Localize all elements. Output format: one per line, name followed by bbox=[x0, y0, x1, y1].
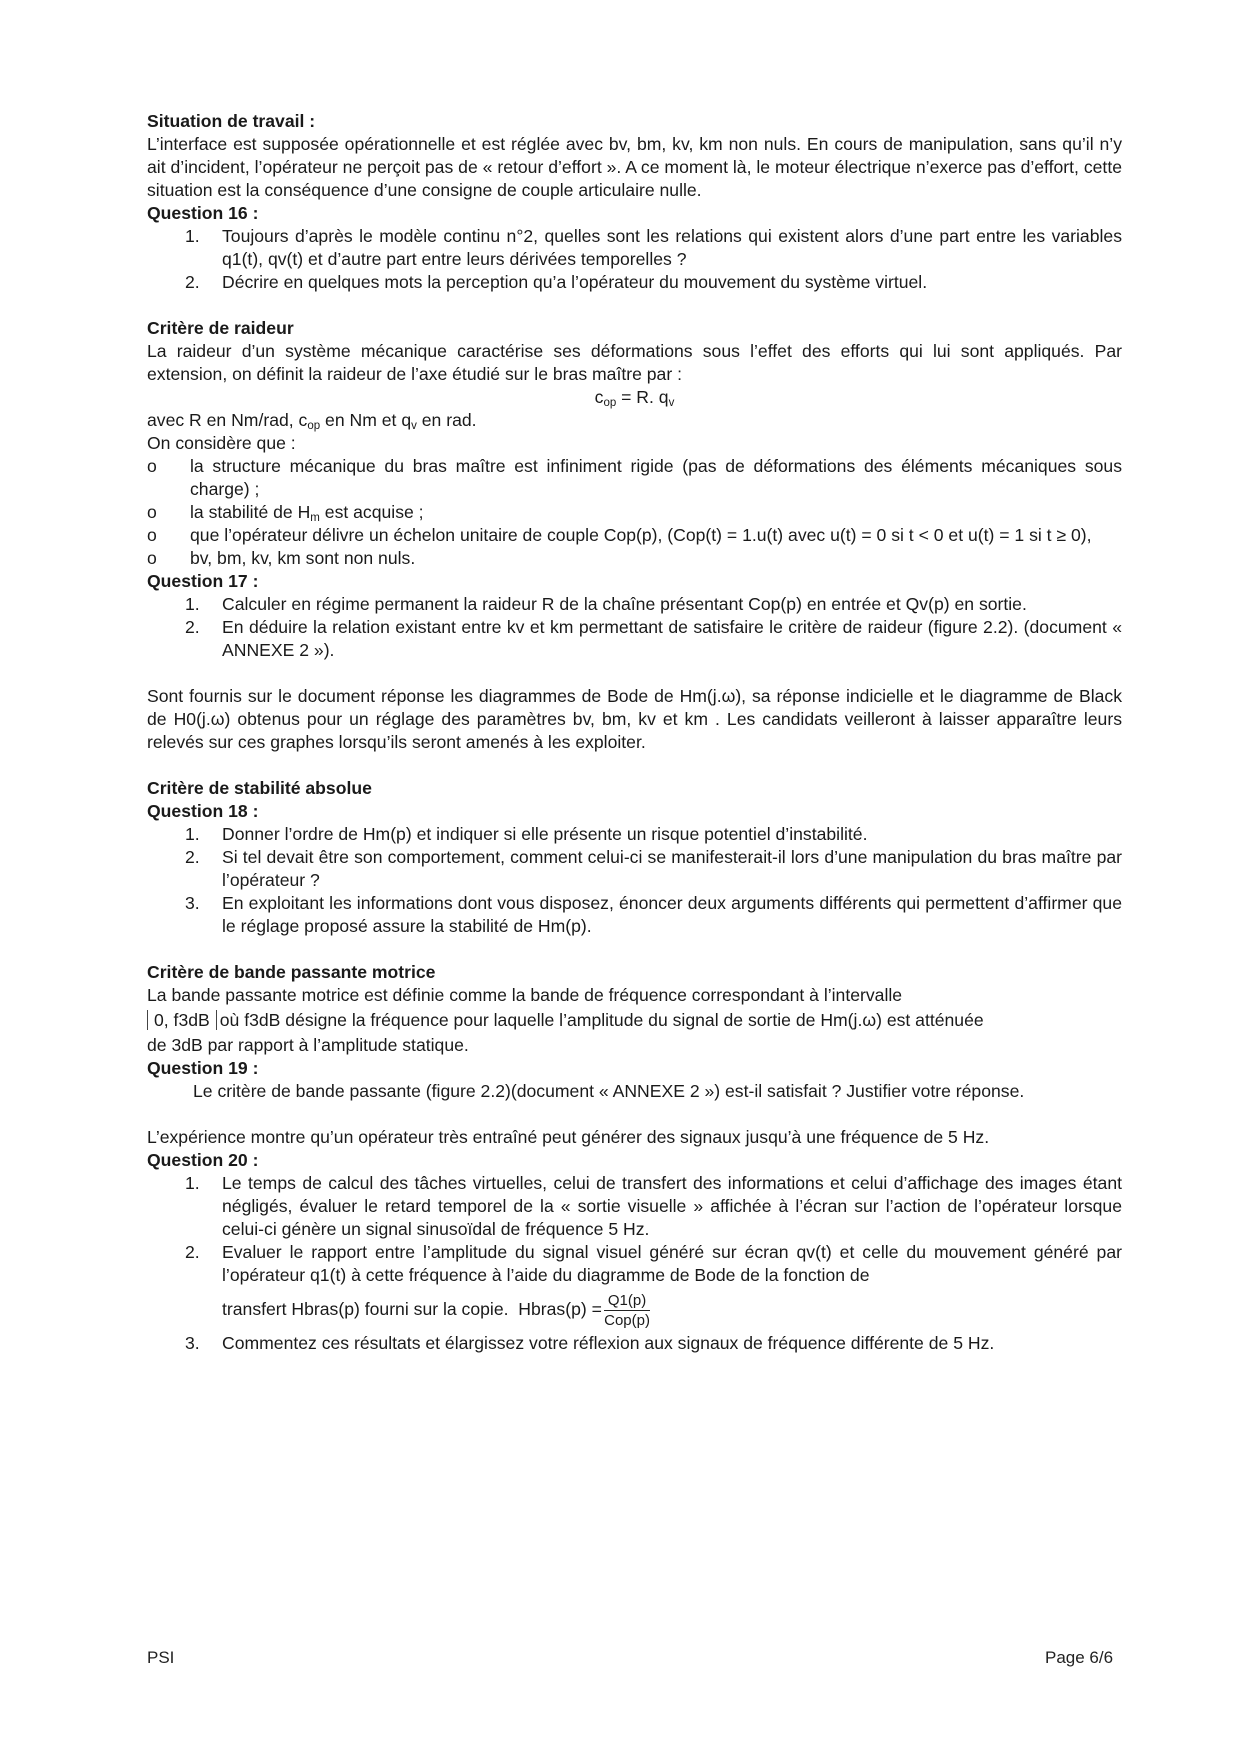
list-item: 2. Evaluer le rapport entre l’amplitude du signal visuel généré sur écran qv(t) et celle du mouvement généré par l’opérateur q1(t) à cette fréquence à l’aide du diagramme de Bode de la fonction de transfert Hbras(p) fourni sur la copie. Hbras(p) = $\frac{Q1(p)}{\text{Cop(p)}}$ bbox=[185, 1242, 1122, 1329]
list-item: 2. En déduire la relation existant entre kv et km permettant de satisfaire le critère de raideur (figure 2.2). (document « ANNEXE 2 »). bbox=[185, 617, 1122, 660]
question-16-title: Question 16 : bbox=[147, 203, 259, 223]
hypotheses-list bbox=[147, 455, 1122, 570]
experience-paragraph: L’expérience montre qu’un opérateur très entraîné peut générer des signaux jusqu’à une fréquence de 5 Hz. bbox=[147, 1127, 990, 1147]
question-16-list bbox=[147, 225, 1122, 294]
list-item: 1. Calculer en régime permanent la raideur R de la chaîne présentant Cop(p) en entrée et Qv(p) en sortie. bbox=[185, 594, 1027, 614]
list-item: o bv, bm, kv, km sont non nuls. bbox=[147, 548, 416, 568]
list-item: 1. Toujours d’après le modèle continu n°2, quelles sont les relations qui existent alors d’une part entre les variables q1(t), qv(t) et d’autre part entre leurs dérivées temporelles ? bbox=[185, 226, 1122, 269]
question-17-list bbox=[147, 593, 1122, 662]
question-20-list bbox=[147, 1172, 1122, 1355]
bande-paragraph-end: de 3dB par rapport à l’amplitude statique. bbox=[147, 1035, 469, 1055]
question-19-title: Question 19 : bbox=[147, 1058, 259, 1078]
question-19-text: Le critère de bande passante (figure 2.2)(document « ANNEXE 2 ») est-il satisfait ? Justifier votre réponse. bbox=[193, 1081, 1025, 1101]
section-title-stabilite: Critère de stabilité absolue bbox=[147, 778, 372, 798]
situation-paragraph: L’interface est supposée opérationnelle et est réglée avec bv, bm, kv, km non nuls. En cours de manipulation, sans qu’il n’y ait d’incident, l’opérateur ne perçoit pas de « retour d’effort ». A ce moment là, le moteur électrique n’exerce pas d’effort, cette situation est la conséquence d’une consigne de couple articulaire nulle. bbox=[147, 134, 1122, 200]
interval-notation: 0, f3dB bbox=[147, 1010, 217, 1030]
hbras-fraction: $\frac{Q1(p)}{\text{Cop(p)}}$ bbox=[604, 1292, 650, 1329]
section-title-situation: Situation de travail : bbox=[147, 111, 316, 131]
question-18-list bbox=[147, 823, 1122, 938]
list-item: 3. En exploitant les informations dont vous disposez, énoncer deux arguments différents qui permettent d’affirmer que le réglage proposé assure la stabilité de Hm(p). bbox=[185, 893, 1122, 936]
documents-paragraph: Sont fournis sur le document réponse les diagrammes de Bode de Hm(j.ω), sa réponse indicielle et le diagramme de Black de H0(j.ω) obtenus pour un réglage des paramètres bv, bm, kv et km . Les candidats veilleront à laisser apparaître leurs relevés sur ces graphes lorsqu’ils seront amenés à les exploiter. bbox=[147, 686, 1122, 752]
list-item: 1. Donner l’ordre de Hm(p) et indiquer si elle présente un risque potentiel d’instabilité. bbox=[185, 824, 868, 844]
considere-line: On considère que : bbox=[147, 433, 296, 453]
list-item: o la stabilité de $H_m$ est acquise ; bbox=[147, 502, 424, 524]
raideur-units: avec R en Nm/rad, $c_{op}$ en Nm et $q_v$ en rad. bbox=[147, 410, 477, 432]
footer-left: PSI bbox=[147, 1648, 175, 1667]
question-20-title: Question 20 : bbox=[147, 1150, 259, 1170]
list-item: 2. Si tel devait être son comportement, comment celui-ci se manifesterait-il lors d’une manipulation du bras maître par l’opérateur ? bbox=[185, 847, 1122, 890]
bande-paragraph: La bande passante motrice est définie comme la bande de fréquence correspondant à l’intervalle bbox=[147, 985, 903, 1005]
list-item: 3. Commentez ces résultats et élargissez votre réflexion aux signaux de fréquence différente de 5 Hz. bbox=[185, 1333, 995, 1353]
section-title-bande-passante: Critère de bande passante motrice bbox=[147, 962, 436, 982]
question-17-title: Question 17 : bbox=[147, 571, 259, 591]
section-title-raideur: Critère de raideur bbox=[147, 318, 294, 338]
list-item: 2. Décrire en quelques mots la perception qu’a l’opérateur du mouvement du système virtuel. bbox=[185, 272, 928, 292]
list-item: o que l’opérateur délivre un échelon unitaire de couple Cop(p), (Cop(t) = 1.u(t) avec u(t) = 0 si t < 0 et u(t) = 1 si t ≥ 0), bbox=[147, 525, 1092, 545]
raideur-paragraph: La raideur d’un système mécanique caractérise ses déformations sous l’effet des efforts qui lui sont appliqués. Par extension, on définit la raideur de l’axe étudié sur le bras maître par : bbox=[147, 341, 1122, 384]
list-item: 1. Le temps de calcul des tâches virtuelles, celui de transfert des informations et celui d’affichage des images étant négligés, évaluer le retard temporel de la « sortie visuelle » affichée à l’écran sur l’action de l’opérateur lorsque celui-ci génère un signal sinusoïdal de fréquence 5 Hz. bbox=[185, 1173, 1122, 1239]
raideur-formula: $c_{op} = R$. $q_v$ bbox=[594, 387, 675, 409]
footer-page-number: Page 6/6 bbox=[1045, 1648, 1114, 1667]
bande-interval-line: 0, f3dB où f3dB désigne la fréquence pour laquelle l’amplitude du signal de sortie de Hm(j.ω) est atténuée bbox=[147, 1009, 1122, 1032]
hbras-formula-line: transfert Hbras(p) fourni sur la copie. Hbras(p) = $\frac{Q1(p)}{\text{Cop(p)}}$ bbox=[222, 1292, 650, 1329]
question-18-title: Question 18 : bbox=[147, 801, 259, 821]
list-item: o la structure mécanique du bras maître est infiniment rigide (pas de déformations des éléments mécaniques sous charge) ; bbox=[147, 456, 1122, 499]
document-page bbox=[147, 110, 1122, 1355]
